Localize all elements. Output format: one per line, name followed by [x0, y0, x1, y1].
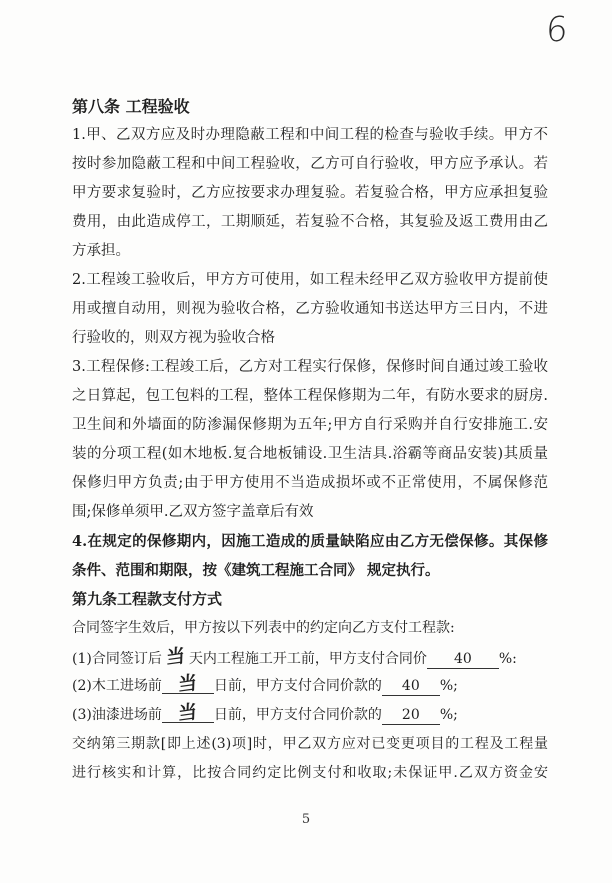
section-8-heading: 第八条 工程验收 — [72, 97, 190, 116]
payment-text: 日前，甲方支付合同价款的 — [213, 678, 382, 694]
paragraph-line: 围;保修单须甲.乙双方签字盖章后有效 — [72, 504, 314, 520]
paragraph-line: 甲方要求复验时，乙方应按要求办理复验。若复验合格，甲方应承担复验 — [72, 185, 548, 201]
paragraph-4 — [72, 527, 548, 585]
paragraph-line: 2.工程竣工验收后，甲方方可使用，如工程未经甲乙双方验收甲方提前使 — [72, 272, 548, 288]
handwritten-page-mark: 6 — [545, 9, 569, 51]
payment-line-2 — [72, 672, 548, 701]
paragraph-line: 按时参加隐蔽工程和中间工程验收，乙方可自行验收，甲方应予承认。若 — [72, 156, 548, 172]
day-blank — [162, 672, 214, 697]
payment-intro: 合同签字生效后，甲方按以下列表中的约定向乙方支付工程款: — [72, 620, 455, 636]
paragraph-line: 卫生间和外墙面的防渗漏保修期为五年;甲方自行采购并自行安排施工.安 — [72, 417, 548, 433]
closing-line: 交纳第三期款[即上述(3)项]时，甲乙双方应对已变更项目的工程及工程量 — [72, 736, 548, 752]
paragraph-1 — [72, 121, 548, 266]
payment-line-1 — [72, 643, 548, 672]
payment-text: 天内工程施工开工前，甲方支付合同价 — [188, 651, 427, 667]
payment-suffix: %; — [439, 707, 458, 723]
paragraph-line: 费用，由此造成停工，工期顺延，若复验不合格，其复验及返工费用由乙 — [72, 214, 548, 230]
payment-line-3 — [72, 701, 548, 730]
paragraph-line: 1.甲、乙双方应及时办理隐蔽工程和中间工程的检查与验收手续。甲方不 — [72, 127, 548, 143]
paragraph-line: 方承担。 — [72, 243, 130, 259]
day-blank — [162, 701, 214, 726]
paragraph-line: 保修归甲方负责;由于甲方使用不当造成损坏或不正常使用，不属保修范 — [72, 475, 548, 491]
paragraph-3 — [72, 353, 548, 527]
paragraph-line: 用或擅自动用，则视为验收合格，乙方验收通知书送达甲方三日内，不进 — [72, 301, 548, 317]
payment-label: (3)油漆进场前 — [72, 707, 162, 723]
payment-suffix: %: — [498, 651, 517, 667]
percent-blank: 40 — [427, 650, 499, 669]
paragraph-line: 4.在规定的保修期内，因施工造成的质量缺陷应由乙方无偿保修。其保修 — [72, 533, 548, 550]
payment-label: (1)合同签订后 — [72, 651, 162, 667]
handwritten-fill: 当 — [178, 672, 198, 697]
section-9-heading: 第九条工程款支付方式 — [72, 590, 223, 608]
paragraph-line: 条件、范围和期限，按《建筑工程施工合同》 规定执行。 — [72, 562, 440, 579]
paragraph-line: 装的分项工程(如木地板.复合地板铺设.卫生洁具.浴霸等商品安装)其质量 — [72, 446, 548, 462]
paragraph-2 — [72, 266, 548, 353]
closing-line: 进行核实和计算，比按合同约定比例支付和收取;未保证甲.乙双方资金安 — [72, 765, 548, 781]
payment-suffix: %; — [439, 678, 458, 694]
percent-blank: 20 — [382, 706, 440, 725]
paragraph-line: 行验收的，则双方视为验收合格 — [72, 330, 275, 346]
page-number: 5 — [301, 812, 311, 827]
handwritten-fill: 当 — [178, 701, 198, 726]
payment-text: 日前，甲方支付合同价款的 — [213, 707, 382, 723]
paragraph-line: 之日算起，包工包料的工程，整体工程保修期为二年，有防水要求的厨房. — [72, 388, 548, 404]
contract-text — [72, 92, 548, 788]
handwritten-fill: 当 — [165, 644, 186, 670]
percent-blank: 40 — [382, 677, 440, 696]
paragraph-line: 3.工程保修:工程竣工后，乙方对工程实行保修，保修时间自通过竣工验收 — [72, 359, 548, 375]
payment-label: (2)木工进场前 — [72, 678, 162, 694]
